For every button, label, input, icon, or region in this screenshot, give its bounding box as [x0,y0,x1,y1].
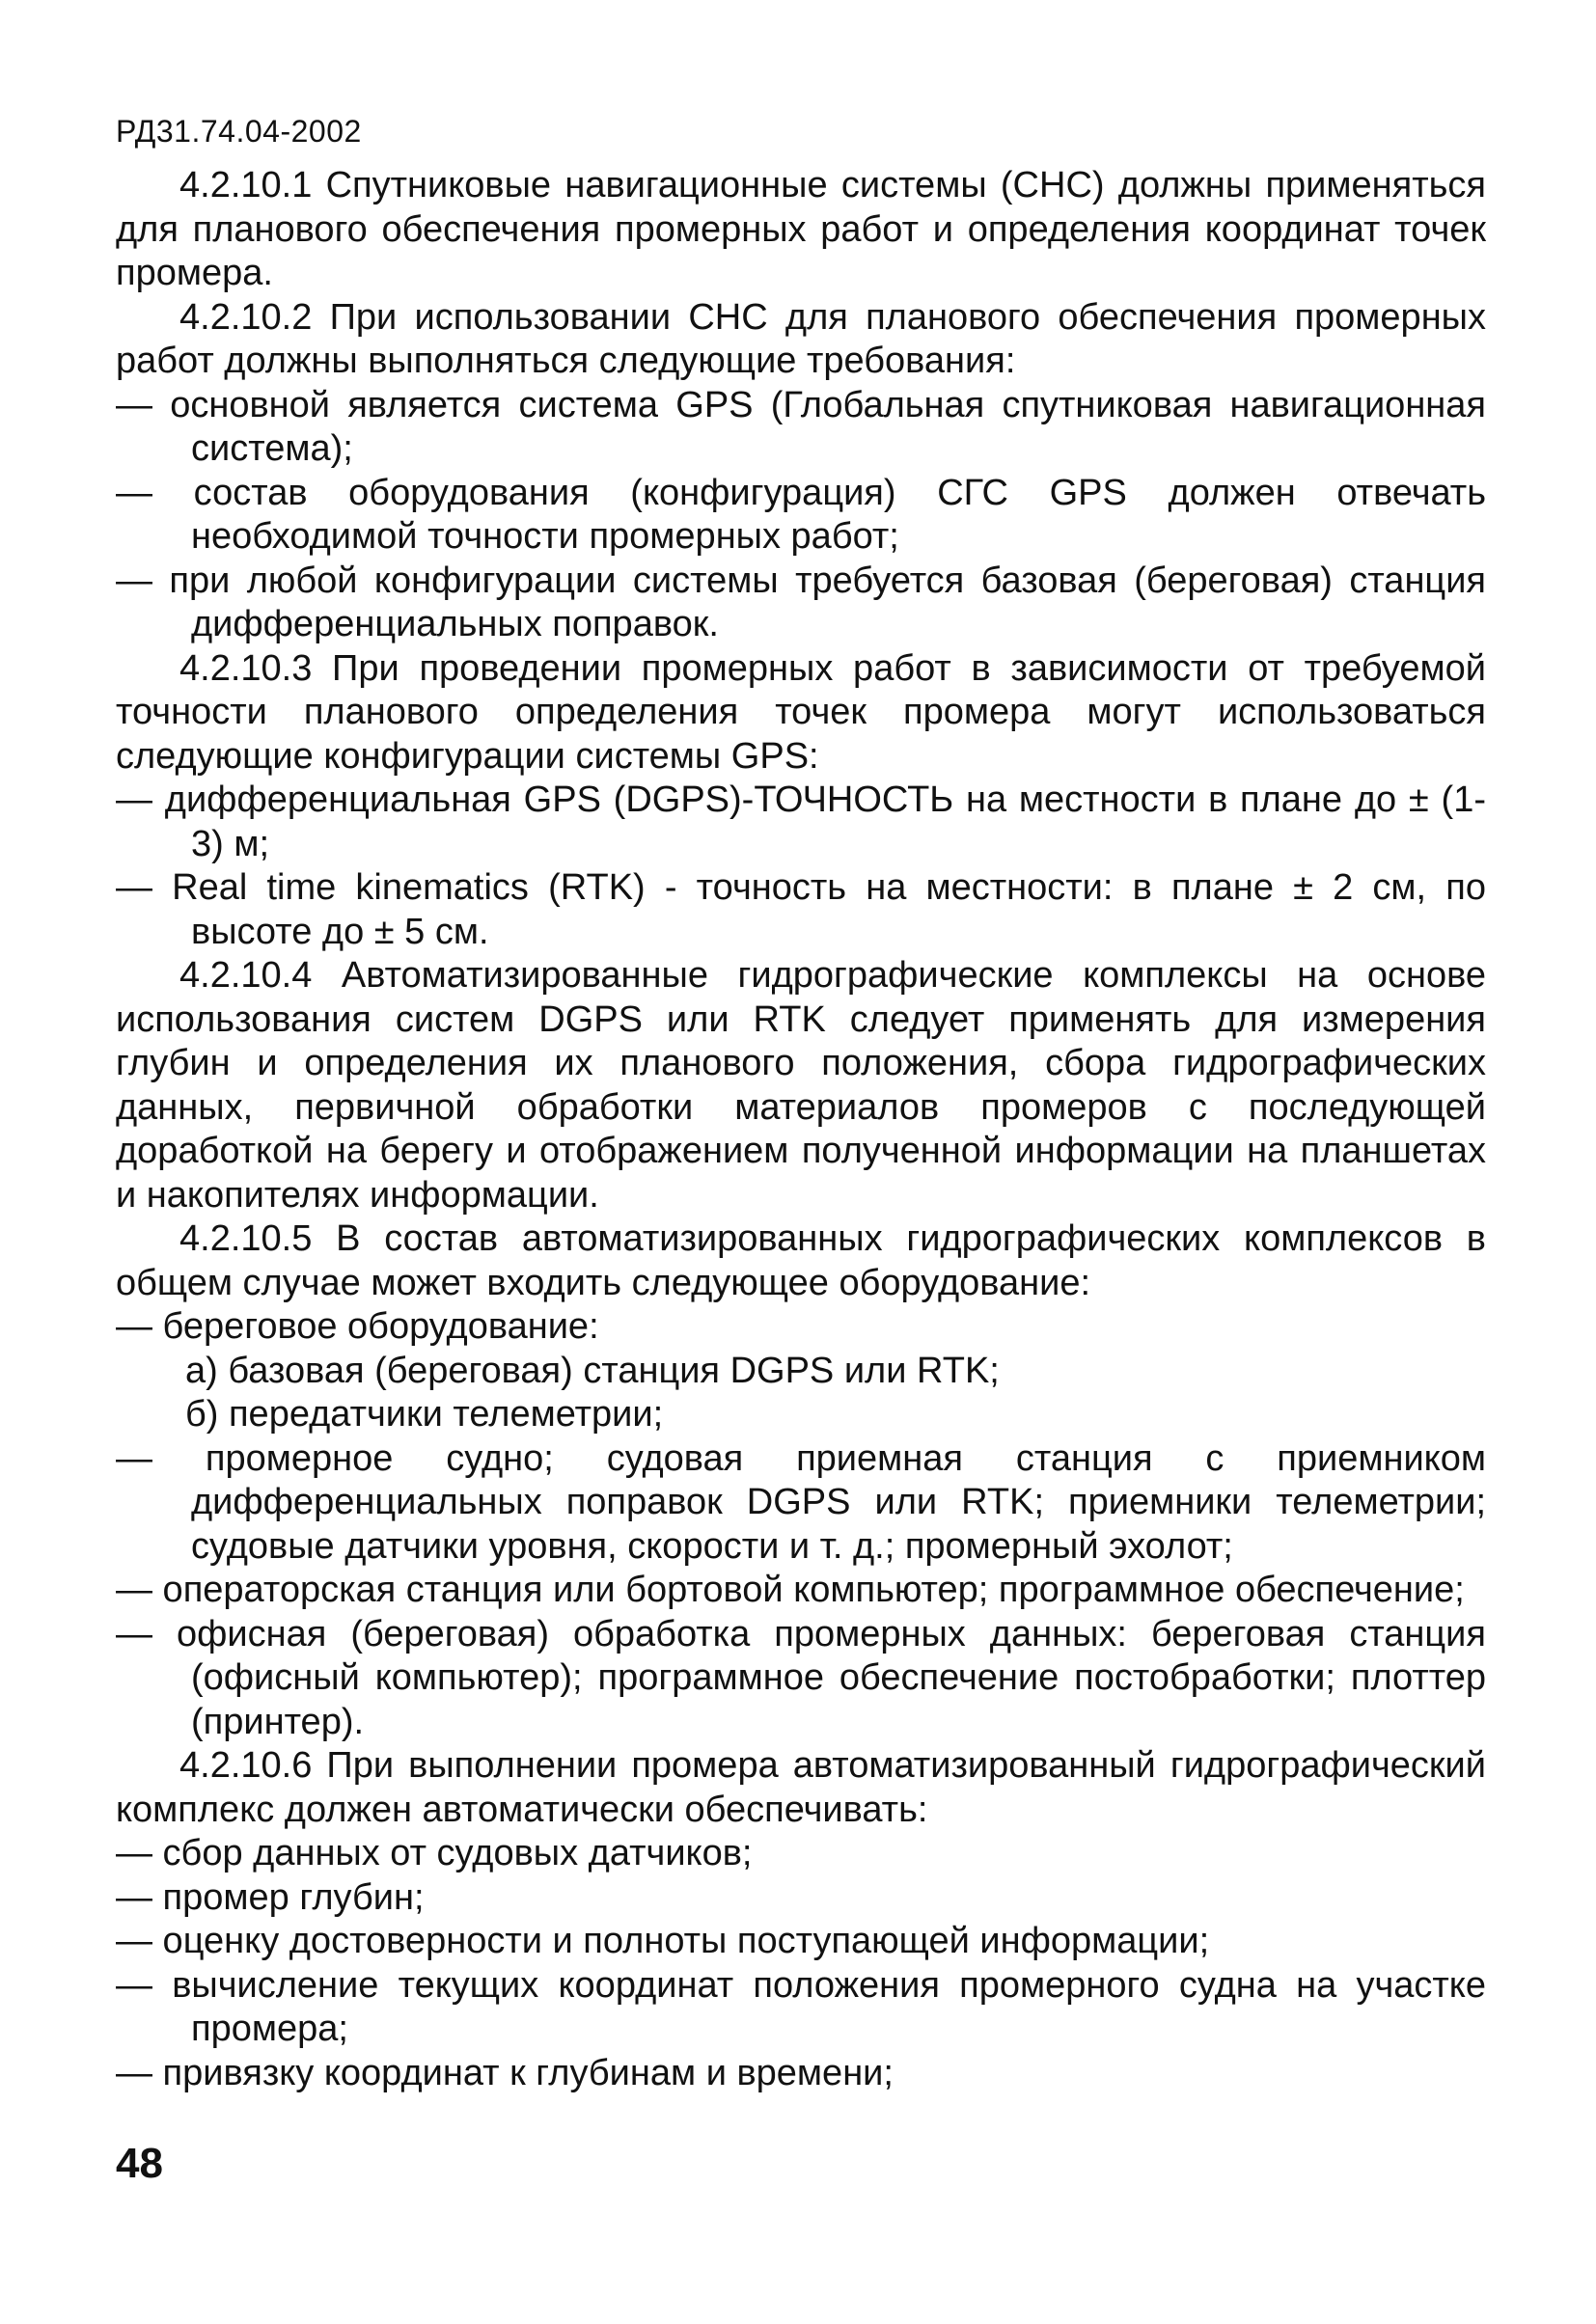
list-item: — оценку достоверности и полноты поступающей информации; [116,1921,1210,1961]
list-item: — операторская станция или бортовой компьютер; программное обеспечение; [116,1570,1465,1610]
page-number: 48 [116,2140,163,2187]
list-item: — промерное судно; судовая приемная станция с приемником дифференциальных поправок DGPS или RTK; приемники телеметрии; судовые датчики уровня, скорости и т. д.; промерный эхолот; [116,1437,1486,1567]
document-code-header: РД31.74.04-2002 [116,114,362,149]
list-item: — береговое оборудование: [116,1306,599,1347]
list-item: — офисная (береговая) обработка промерных данных: береговая станция (офисный компьютер); программное обеспечение постобработки; плоттер (принтер). [116,1613,1486,1742]
paragraph: 4.2.10.4 Автоматизированные гидрографические комплексы на основе использования систем DGPS или RTK следует применять для измерения глубин и определения их планового положения, сбора гидрографических данных, первичной обработки материалов промеров с последующей доработкой на берегу и отображением полученной информации на планшетах и накопителях информации. [116,955,1486,1216]
list-item: — дифференциальная GPS (DGPS)-ТОЧНОСТЬ на местности в плане до ± (1-3) м; [116,779,1486,864]
list-item: — промер глубин; [116,1876,425,1918]
sub-list-item: б) передатчики телеметрии; [185,1394,664,1435]
paragraph: 4.2.10.2 При использовании СНС для планового обеспечения промерных работ должны выполняться следующие требования: [116,296,1486,381]
list-item: — вычисление текущих координат положения промерного судна на участке промера; [116,1964,1486,2049]
list-item: — Real time kinematics (RTK) - точность на местности: в плане ± 2 см, по высоте до ± 5 см. [116,867,1486,952]
document-body [116,164,1486,2095]
sub-list-item: а) базовая (береговая) станция DGPS или RTK; [185,1350,1000,1391]
list-item: — привязку координат к глубинам и времени; [116,2052,894,2093]
list-item: — сбор данных от судовых датчиков; [116,1833,753,1873]
list-item: — при любой конфигурации системы требуется базовая (береговая) станция дифференциальных поправок. [116,560,1486,644]
paragraph: 4.2.10.6 При выполнении промера автоматизированный гидрографический комплекс должен автоматически обеспечивать: [116,1745,1486,1830]
list-item: — основной является система GPS (Глобальная спутниковая навигационная система); [116,384,1486,469]
paragraph: 4.2.10.5 В состав автоматизированных гидрографических комплексов в общем случае может входить следующее оборудование: [116,1218,1486,1303]
paragraph: 4.2.10.3 При проведении промерных работ в зависимости от требуемой точности планового определения точек промера могут использоваться следующие конфигурации системы GPS: [116,647,1486,777]
list-item: — состав оборудования (конфигурация) СГС GPS должен отвечать необходимой точности промерных работ; [116,472,1486,557]
paragraph: 4.2.10.1 Спутниковые навигационные системы (СНС) должны применяться для планового обеспечения промерных работ и определения координат точек промера. [116,165,1486,293]
